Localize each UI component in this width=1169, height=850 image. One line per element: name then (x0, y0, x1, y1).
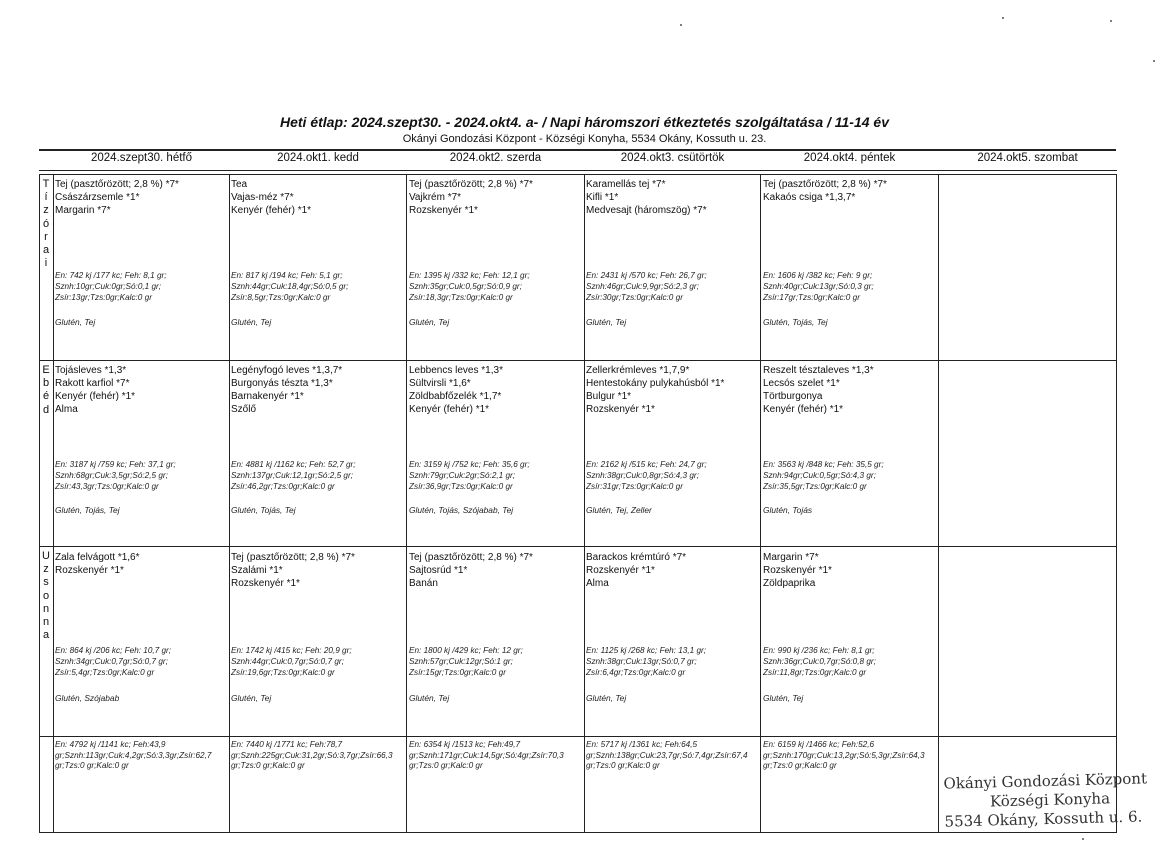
menu-item: Margarin *7* (55, 205, 111, 216)
grid-bottom-rule (39, 832, 1117, 833)
menu-item: Sültvirsli *1,6* (409, 378, 471, 389)
nutrition-info: En: 817 kj /194 kc; Feh: 5,1 gr; Sznh:44gr;Cuk:18,4gr;Só:0,5 gr; Zsír:8,5gr;Tzs:0gr;Kalc:0 gr (231, 271, 349, 303)
meal-label-snack: U z s o n n a (42, 550, 50, 642)
daily-total: En: 7440 kj /1771 kc; Feh:78,7 gr;Sznh:225gr;Cuk:31,2gr;Só:3,7gr;Zsír:66,3 gr;Tzs:0 gr;Kalc:0 gr (231, 740, 393, 770)
menu-item: Hentestokány pulykahúsból *1* (586, 378, 725, 389)
menu-item: Tej (pasztőrözött; 2,8 %) *7* (409, 179, 533, 190)
menu-cell (231, 551, 404, 590)
menu-cell (586, 364, 758, 416)
allergen-info: Glutén, Tej, Zeller (586, 505, 652, 515)
menu-item: Tej (pasztőrözött; 2,8 %) *7* (763, 179, 887, 190)
menu-item: Vajas-méz *7* (231, 192, 294, 203)
menu-item: Rakott karfiol *7* (55, 378, 130, 389)
menu-item: Kakaós csiga *1,3,7* (763, 192, 856, 203)
menu-cell (231, 178, 404, 217)
menu-item: Tej (pasztőrözött; 2,8 %) *7* (55, 179, 179, 190)
menu-item: Szőlő (231, 404, 257, 415)
menu-item: Szalámi *1* (231, 565, 283, 576)
nutrition-info: En: 3563 kj /848 kc; Feh: 35,5 gr; Sznh:94gr;Cuk:0,5gr;Só:4,3 gr; Zsír:35,5gr;Tzs:0gr;Kalc:0 gr (763, 460, 884, 492)
nutrition-info: En: 1742 kj /415 kc; Feh: 20,9 gr; Sznh:44gr;Cuk:0,7gr;Só:0,7 gr; Zsír:19,6gr;Tzs:0gr;Kalc:0 gr (231, 646, 352, 678)
column-divider-3 (584, 174, 585, 833)
menu-item: Medvesajt (háromszög) *7* (586, 205, 707, 216)
menu-cell (763, 551, 936, 590)
menu-item: Zöldpaprika (763, 578, 816, 589)
menu-item: Bulgur *1* (586, 391, 632, 402)
allergen-info: Glutén, Tej (586, 693, 627, 703)
menu-cell (55, 364, 227, 416)
nutrition-info: En: 1395 kj /332 kc; Feh: 12,1 gr; Sznh:35gr;Cuk:0,5gr;Só:0,9 gr; Zsír:18,3gr;Tzs:0gr;Kalc:0 gr (409, 271, 530, 303)
allergen-info: Glutén, Tojás, Tej (55, 505, 120, 515)
nutrition-info: En: 4881 kj /1162 kc; Feh: 52,7 gr; Sznh:137gr;Cuk:12,1gr;Só:2,5 gr; Zsír:46,2gr;Tzs:0gr;Kalc:0 gr (231, 460, 356, 492)
scan-speck (1082, 838, 1084, 840)
nutrition-info: En: 864 kj /206 kc; Feh: 10,7 gr; Sznh:34gr;Cuk:0,7gr;Só:0,7 gr; Zsír:5,4gr;Tzs:0gr;Kalc:0 gr (55, 646, 172, 678)
nutrition-info: En: 990 kj /236 kc; Feh: 8,1 gr; Sznh:36gr;Cuk:0,7gr;Só:0,8 gr; Zsír:11,8gr;Tzs:0gr;Kalc:0 gr (763, 646, 876, 678)
menu-item: Alma (586, 578, 609, 589)
header-top-rule (39, 149, 1116, 151)
allergen-info: Glutén, Tej (409, 317, 450, 327)
menu-item: Rozskenyér *1* (586, 404, 655, 415)
grid-left-border (39, 174, 40, 833)
day-header-tuesday: 2024.okt1. kedd (277, 152, 359, 164)
grid-right-border (1116, 174, 1117, 833)
allergen-info: Glutén, Tej (231, 317, 272, 327)
scan-speck (1110, 20, 1112, 22)
menu-cell (55, 178, 227, 217)
day-header-monday: 2024.szept30. hétfő (90, 152, 193, 164)
page-subtitle: Okányi Gondozási Központ - Községi Konyha, 5534 Okány, Kossuth u. 23. (402, 133, 767, 145)
row-divider-2 (39, 546, 1117, 547)
menu-item: Rozskenyér *1* (231, 578, 300, 589)
allergen-info: Glutén, Tej (231, 693, 272, 703)
menu-item: Kenyér (fehér) *1* (231, 205, 312, 216)
stamp-line: 5534 Okány, Kossuth u. 6. (944, 807, 1143, 831)
allergen-info: Glutén, Tej (586, 317, 627, 327)
stamp-line: Okányi Gondozási Központ (943, 769, 1148, 793)
page-title: Heti étlap: 2024.szept30. - 2024.okt4. a- / Napi háromszori étkeztetés szolgáltatása / 11-14 év (280, 114, 889, 130)
meal-label-breakfast: T í z ó r a i (42, 178, 50, 270)
nutrition-info: En: 2162 kj /515 kc; Feh: 24,7 gr; Sznh:38gr;Cuk:0,8gr;Só:4,3 gr; Zsír:31gr;Tzs:0gr;Kalc:0 gr (586, 460, 707, 492)
menu-item: Kenyér (fehér) *1* (763, 404, 844, 415)
column-divider-4 (760, 174, 761, 833)
menu-cell (409, 551, 583, 590)
stamp-line: Községi Konyha (989, 789, 1111, 811)
menu-cell (763, 364, 936, 416)
nutrition-info: En: 3187 kj /759 kc; Feh: 37,1 gr; Sznh:68gr;Cuk:3,5gr;Só:2,5 gr; Zsír:43,3gr;Tzs:0gr;Kalc:0 gr (55, 460, 176, 492)
allergen-info: Glutén, Tej (763, 693, 804, 703)
row-divider-1 (39, 360, 1117, 361)
menu-item: Zellerkrémleves *1,7,9* (586, 365, 690, 376)
menu-item: Rozskenyér *1* (55, 565, 124, 576)
menu-item: Barackos krémtúró *7* (586, 552, 687, 563)
meal-label-lunch: E b é d (42, 364, 50, 416)
menu-item: Tej (pasztőrözött; 2,8 %) *7* (409, 552, 533, 563)
menu-item: Lecsós szelet *1* (763, 378, 840, 389)
allergen-info: Glutén, Tojás, Szójabab, Tej (409, 505, 514, 515)
menu-item: Sajtosrúd *1* (409, 565, 468, 576)
column-divider-5 (938, 174, 939, 833)
daily-total: En: 6354 kj /1513 kc; Feh:49,7 gr;Sznh:171gr;Cuk:14,5gr;Só:4gr;Zsír:70,3 gr;Tzs:0 gr;Kalc:0 gr (409, 740, 564, 770)
menu-item: Rozskenyér *1* (409, 205, 478, 216)
nutrition-info: En: 1125 kj /268 kc; Feh: 13,1 gr; Sznh:38gr;Cuk:13gr;Só:0,7 gr; Zsír:6,4gr;Tzs:0gr;Kalc:0 gr (586, 646, 707, 678)
menu-cell (763, 178, 936, 204)
institution-stamp (943, 769, 1148, 831)
menu-item: Császárzsemle *1* (55, 192, 140, 203)
menu-cell (409, 364, 583, 416)
menu-item: Tea (231, 179, 248, 190)
allergen-info: Glutén, Tej (409, 693, 450, 703)
allergen-info: Glutén, Tojás (763, 505, 813, 515)
allergen-info: Glutén, Tej (55, 317, 96, 327)
day-header-thursday: 2024.okt3. csütörtök (620, 152, 725, 164)
menu-item: Vajkrém *7* (409, 192, 462, 203)
header-bottom-rule (39, 170, 1117, 171)
menu-item: Zala felvágott *1,6* (55, 552, 140, 563)
allergen-info: Glutén, Tojás, Tej (231, 505, 296, 515)
daily-total: En: 5717 kj /1361 kc; Feh:64,5 gr;Sznh:138gr;Cuk:23,7gr;Só:7,4gr;Zsír:67,4 gr;Tzs:0 gr;Kalc:0 gr (586, 740, 748, 770)
daily-total: En: 6159 kj /1466 kc; Feh:52,6 gr;Sznh:170gr;Cuk:13,2gr;Só:5,3gr;Zsír:64,3 gr;Tzs:0 gr;Kalc:0 gr (763, 740, 925, 770)
menu-item: Burgonyás tészta *1,3* (231, 378, 333, 389)
nutrition-info: En: 742 kj /177 kc; Feh: 8,1 gr; Sznh:10gr;Cuk:0gr;Só:0,1 gr; Zsír:13gr;Tzs:0gr;Kalc:0 gr (55, 271, 167, 303)
menu-item: Kenyér (fehér) *1* (55, 391, 136, 402)
menu-item: Tej (pasztőrözött; 2,8 %) *7* (231, 552, 355, 563)
menu-cell (586, 551, 758, 590)
menu-item: Margarin *7* (763, 552, 819, 563)
menu-item: Reszelt tésztaleves *1,3* (763, 365, 874, 376)
nutrition-info: En: 3159 kj /752 kc; Feh: 35,6 gr; Sznh:79gr;Cuk:2gr;Só:2,1 gr; Zsír:36,9gr;Tzs:0gr;Kalc:0 gr (409, 460, 530, 492)
menu-cell (55, 551, 227, 577)
column-divider-1 (229, 174, 230, 833)
day-header-wednesday: 2024.okt2. szerda (449, 152, 542, 164)
allergen-info: Glutén, Szójabab (55, 693, 120, 703)
grid-top-rule (39, 174, 1117, 175)
menu-item: Barnakenyér *1* (231, 391, 304, 402)
day-header-saturday: 2024.okt5. szombat (977, 152, 1078, 164)
menu-item: Kenyér (fehér) *1* (409, 404, 490, 415)
menu-item: Törtburgonya (763, 391, 823, 402)
allergen-info: Glutén, Tojás, Tej (763, 317, 828, 327)
menu-item: Kifli *1* (586, 192, 619, 203)
menu-item: Alma (55, 404, 78, 415)
daily-total: En: 4792 kj /1141 kc; Feh:43,9 gr;Sznh:113gr;Cuk:4,2gr;Só:3,3gr;Zsír:62,7 gr;Tzs:0 gr;Kalc:0 gr (55, 740, 212, 770)
scan-speck (680, 24, 682, 26)
menu-item: Rozskenyér *1* (763, 565, 832, 576)
menu-item: Rozskenyér *1* (586, 565, 655, 576)
scan-speck (1002, 17, 1004, 19)
nutrition-info: En: 1800 kj /429 kc; Feh: 12 gr; Sznh:57gr;Cuk:12gr;Só:1 gr; Zsír:15gr;Tzs:0gr;Kalc:0 gr (409, 646, 523, 678)
label-column-divider (53, 174, 54, 833)
scan-speck (1153, 60, 1155, 62)
menu-item: Tojásleves *1,3* (55, 365, 127, 376)
column-divider-2 (406, 174, 407, 833)
row-divider-3 (39, 736, 1117, 737)
menu-cell (409, 178, 583, 217)
nutrition-info: En: 2431 kj /570 kc; Feh: 26,7 gr; Sznh:46gr;Cuk:9,9gr;Só:2,3 gr; Zsír:30gr;Tzs:0gr;Kalc:0 gr (586, 271, 707, 303)
menu-item: Banán (409, 578, 438, 589)
menu-cell (586, 178, 758, 217)
day-header-friday: 2024.okt4. péntek (803, 152, 896, 164)
menu-cell (231, 364, 404, 416)
menu-item: Legényfogó leves *1,3,7* (231, 365, 343, 376)
nutrition-info: En: 1606 kj /382 kc; Feh: 9 gr; Sznh:40gr;Cuk:13gr;Só:0,3 gr; Zsír:17gr;Tzs:0gr;Kalc:0 gr (763, 271, 874, 303)
menu-item: Karamellás tej *7* (586, 179, 666, 190)
menu-item: Lebbencs leves *1,3* (409, 365, 503, 376)
menu-item: Zöldbabfőzelék *1,7* (409, 391, 502, 402)
